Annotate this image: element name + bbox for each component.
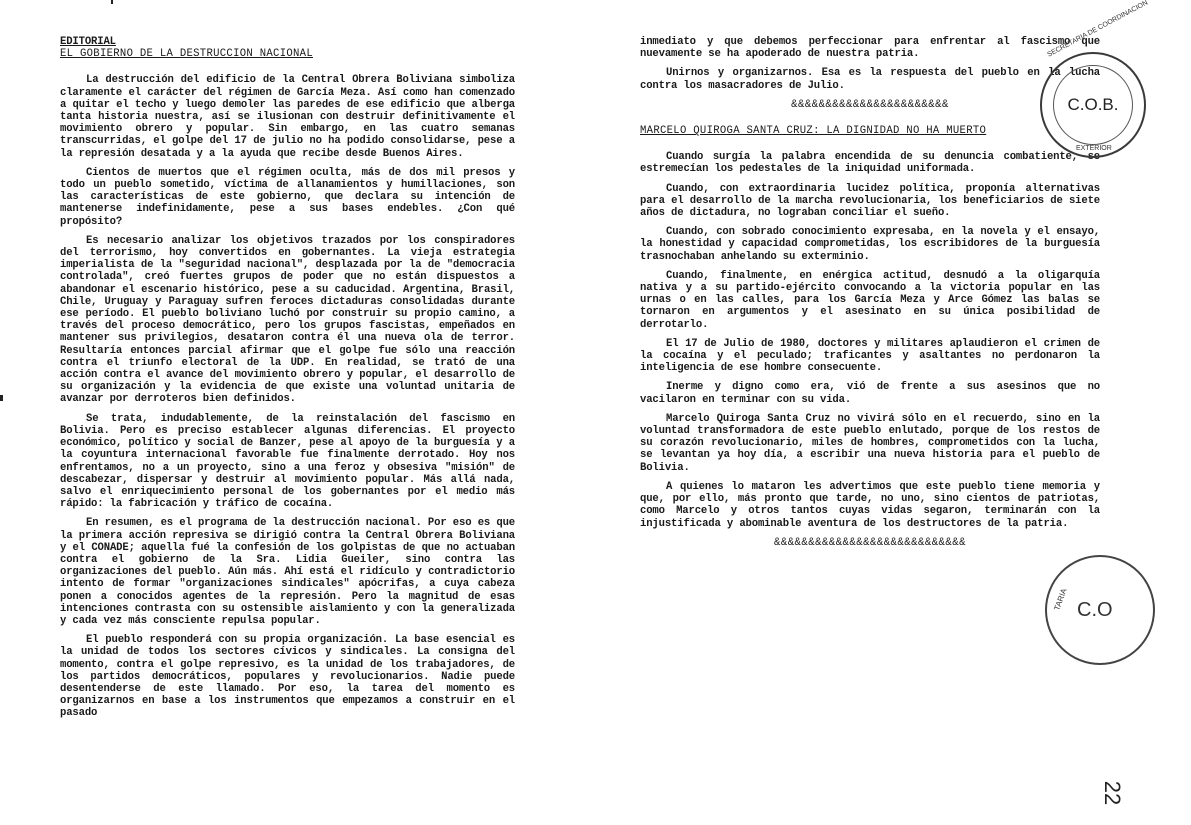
cob-stamp — [1040, 0, 1150, 158]
cob-stamp-partial — [1045, 555, 1113, 645]
editorial-column — [60, 36, 515, 727]
ampersand-separator: &&&&&&&&&&&&&&&&&&&&&&&&&&&& — [773, 536, 966, 549]
scan-mark — [111, 0, 113, 4]
tribute-heading: MARCELO QUIROGA SANTA CRUZ: LA DIGNIDAD NO HA MUERTO — [640, 125, 987, 138]
right-column — [640, 36, 1100, 563]
closing-paragraph: Unirnos y organizarnos. Esa es la respuesta del pueblo en la lucha contra los masacradores de Julio. — [640, 67, 1100, 92]
editorial-paragraph: La destrucción del edificio de la Central Obrera Boliviana simboliza claramente el carácter del régimen de García Meza. Así como han comenzado a quitar el techo y luego demoler las paredes de ese edificio que alberga tanta historia nuestra, así se ilusionan con destruir definitivamente el movimiento obrero y popular. Sin embargo, en las cuatro semanas transcurridas, el golpe del 17 de julio no ha podido consolidarse, pese a la represión desatada y a la ayuda que recibe desde Buenos Aires. — [60, 74, 515, 160]
editorial-headline: EL GOBIERNO DE LA DESTRUCCION NACIONAL — [60, 48, 313, 61]
page-number: 22 — [1100, 780, 1126, 806]
stamp2-arc-text: TARIA — [1052, 587, 1069, 612]
editorial-paragraph: El pueblo responderá con su propia organización. La base esencial es la unidad de todos los sectores cívicos y sindicales. La consigna del momento, contra el golpe represivo, es la unidad de los trabajadores, de los partidos democráticos, populares y revolucionarios. Nadie puede desentenderse de este llamado. Por eso, la tarea del momento es organizarnos en base a los instrumentos que empezamos a construir en el pasado — [60, 634, 515, 720]
tribute-paragraph: Marcelo Quiroga Santa Cruz no vivirá sólo en el recuerdo, sino en la voluntad transformadora de este pueblo enlutado, porque de los restos de su corazón revolucionario, miles de hombres, comprometidos con la lucha, se levantan ya hoy día, a escribir una nueva historia para el pueblo de Bolivia. — [640, 412, 1100, 474]
tribute-paragraph: Cuando, con extraordinaria lucidez política, proponía alternativas para el desarrollo de la marcha revolucionaria, los beneficiarios de siete años de dictadura, no lograban conciliar el sueño. — [640, 182, 1100, 220]
tribute-paragraph: A quienes lo mataron les advertimos que este pueblo tiene memoria y que, por ello, más pronto que tarde, no uno, sino cientos de patriotas, como Marcelo y otros tantos cuyas vidas segaron, terminarán con la injustificada y abominable aventura de los destructores de la patria. — [640, 480, 1100, 530]
tribute-paragraph: Cuando, con sobrado conocimiento expresaba, en la novela y el ensayo, la honestidad y capacidad comprometidas, los escribidores de la burguesía trasnochaban anhelando su exterminio. — [640, 226, 1100, 263]
tribute-paragraph: Inerme y digno como era, vió de frente a sus asesinos que no vacilaron en terminar con su vida. — [640, 381, 1100, 406]
stamp-inner-ring — [1053, 65, 1133, 145]
section-kicker: EDITORIAL — [60, 36, 116, 48]
scan-mark — [0, 395, 3, 401]
stamp-arc-bottom: EXTERIOR — [1076, 145, 1112, 152]
tribute-paragraph: El 17 de Julio de 1980, doctores y militares aplaudieron el crimen de la cocaína y el peculado; traficantes y asaltantes no perdonaron la inteligencia de ese hombre consecuente. — [640, 337, 1100, 375]
editorial-paragraph: En resumen, es el programa de la destrucción nacional. Por eso es que la primera acción represiva se dirigió contra la Central Obrera Boliviana y el CONADE; aquella fué la confesión de los golpistas de que no actuaban contra el gobierno de la Sra. Lidia Gueiler, sino contra las organizaciones del pueblo. Aún más. Ahí está el ridículo y contradictorio intento de formar "organizaciones sindicales" apócrifas, a cuya cabeza ponen a conocidos agentes de la represión. Pero la magnitud de esas intenciones contrasta con su ostensible aislamiento y con la generalizada y cada vez más consciente repulsa popular. — [60, 517, 515, 627]
stamp2-center-text: C.O — [1077, 599, 1113, 621]
continued-paragraph: inmediato y que debemos perfeccionar para enfrentar al fascismo que nuevamente se ha apoderado de nuestra patria. — [640, 36, 1100, 61]
stamp-arc-top: SECRETARIA DE COORDINACION — [1046, 0, 1150, 59]
editorial-paragraph: Es necesario analizar los objetivos trazados por los conspiradores del terrorismo, hoy convertidos en gobernantes. La vieja estrategia imperialista de la "seguridad nacional", desplazada por la de "democracia controlada", creó fuertes grupos de poder que no están dispuestos a abandonar el escenario histórico, pese a su caducidad. Argentina, Brasil, Chile, Uruguay y Paraguay sufren feroces dictaduras consolidadas durante ese período. El pueblo boliviano luchó por construir su propio camino, a través del proceso democrático, pero los grupos fascistas, empeñados en mantener sus privilegios, desataron contra él una nueva ola de terror. Resultaría entonces parcial afirmar que el golpe fue sólo una reacción contra el triunfo electoral de la UDP. En realidad, se trató de una acción contra el avance del movimiento obrero y popular, el desarrollo de su organización y la evidencia de que existe una voluntad unitaria de avanzar por derroteros bien definidos. — [60, 234, 515, 406]
editorial-paragraph: Cientos de muertos que el régimen oculta, más de dos mil presos y todo un pueblo sometido, víctima de allanamientos y humillaciones, son las características de este gobierno, que declara su intención de mantenerse indefinidamente, pese a sus bases endebles. ¿Con qué propósito? — [60, 166, 515, 228]
tribute-paragraph: Cuando surgía la palabra encendida de su denuncia combatiente, se estremecían los pedestales de la iniquidad uniformada. — [640, 151, 1100, 176]
ampersand-separator: &&&&&&&&&&&&&&&&&&&&&&& — [791, 98, 949, 111]
tribute-paragraph: Cuando, finalmente, en enérgica actitud, desnudó a la oligarquía nativa y a su partido-ejército convocando a la victoria popular en las urnas o en las calles, para los García Meza y Arce Gómez las balas se tornaron en argumentos y el asesinato en su única posibilidad de derrotarlo. — [640, 269, 1100, 331]
editorial-paragraph: Se trata, indudablemente, de la reinstalación del fascismo en Bolivia. Pero es preciso establecer algunas diferencias. El proyecto económico, político y social de Banzer, pese al apoyo de la burguesía y a la coyuntura internacional favorable fue finalmente derrotado. Hoy nos enfrentamos, no a un proyecto, sino a una feroz y obsesiva "misión" de descabezar, dispersar y destruir al movimiento popular. Más allá nada, salvo el enriquecimiento personal de los gobernantes por el medio más rápido: la fabricación y tráfico de cocaína. — [60, 412, 515, 511]
stamp-center-text: C.O.B. — [1067, 95, 1119, 114]
